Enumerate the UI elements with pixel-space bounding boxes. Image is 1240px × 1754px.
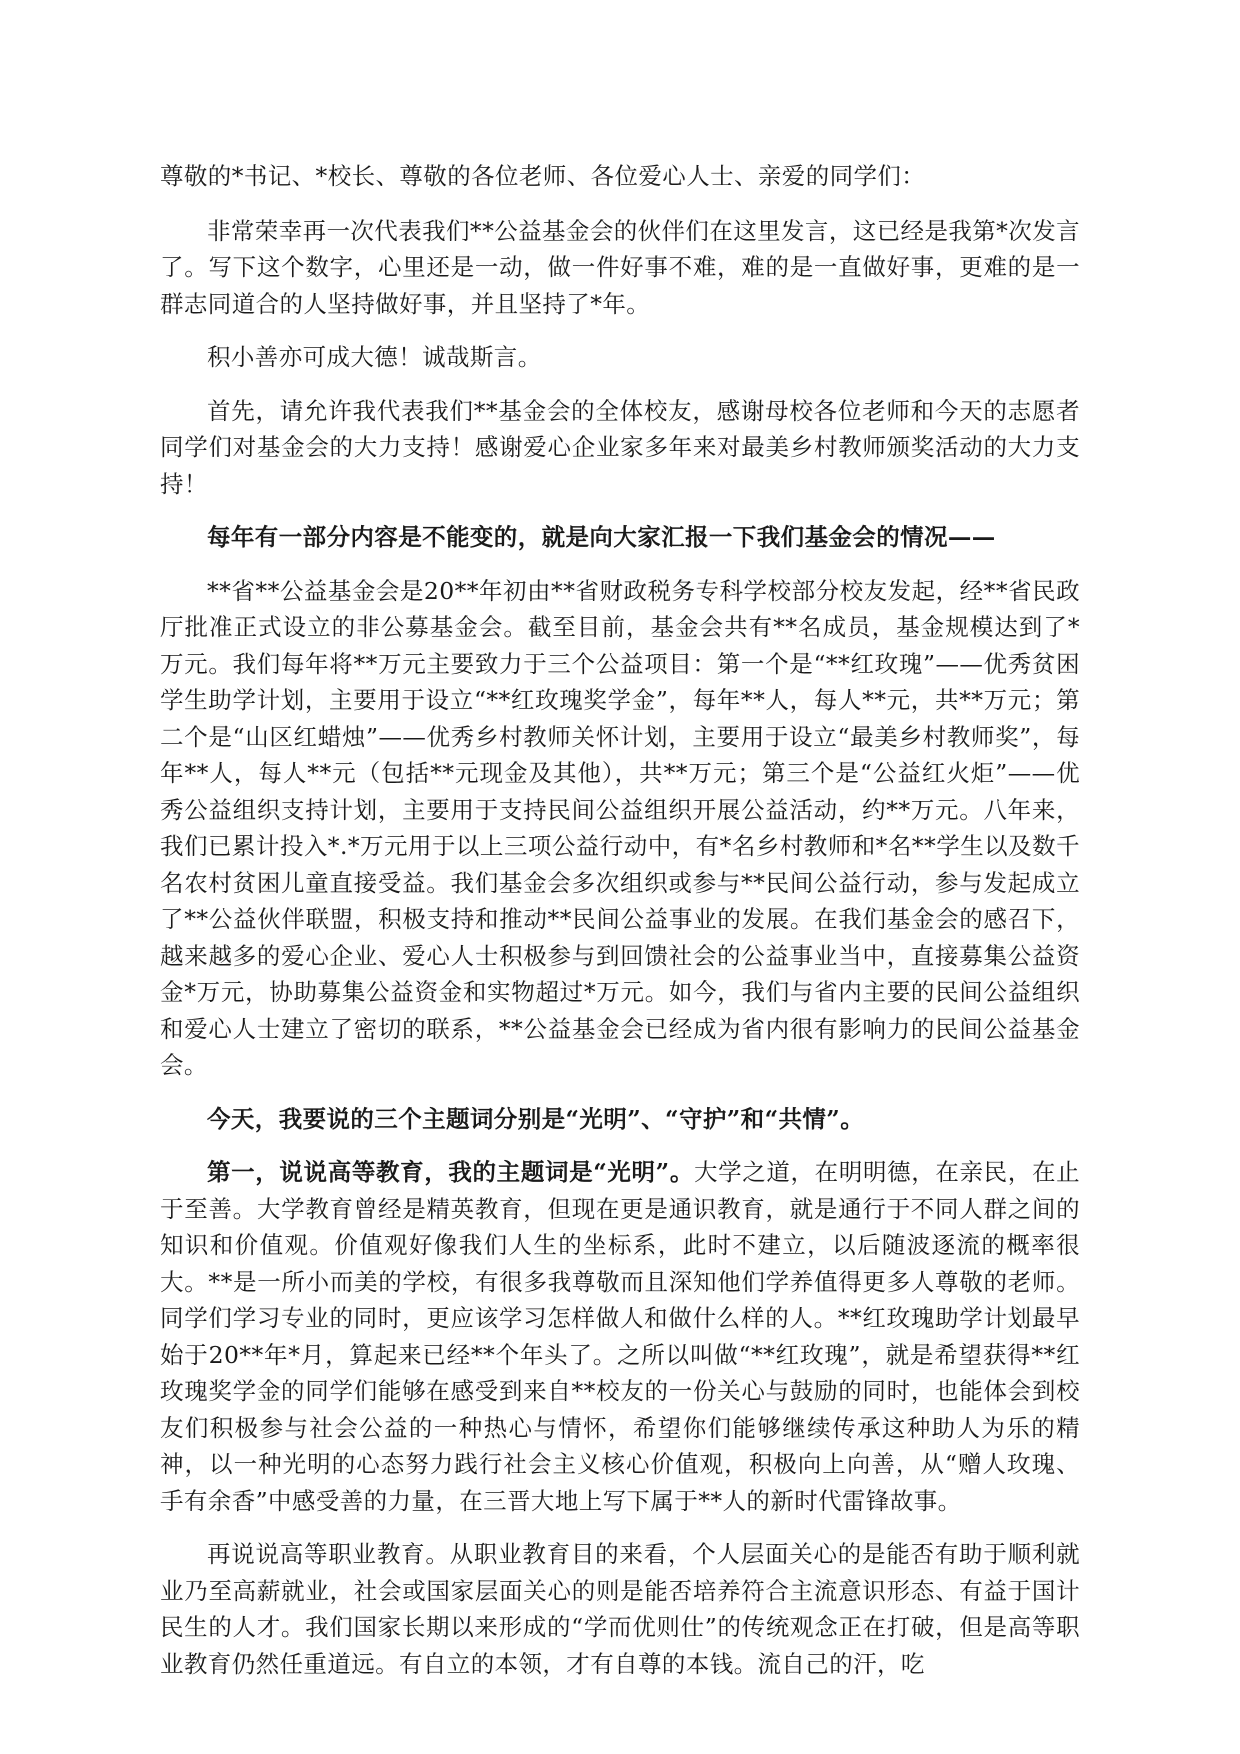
section-heading-report: 每年有一部分内容是不能变的，就是向大家汇报一下我们基金会的情况——: [207, 523, 996, 551]
paragraph-foundation-report: **省**公益基金会是20**年初由**省财政税务专科学校部分校友发起，经**省民政厅批准正式设立的非公募基金会。截至目前，基金会共有**名成员，基金规模达到了*万元。我们每年将**万元主要致力于三个公益项目：第一个是“**红玫瑰”——优秀贫困学生助学计划，主要用于设立“**红玫瑰奖学金”，每年**人，每人**元，共**万元；第二个是“山区红蜡烛”——优秀乡村教师关怀计划，主要用于设立“最美乡村教师奖”，每年**人，每人**元（包括**元现金及其他），共**万元；第三个是“公益红火炬”——优秀公益组织支持计划，主要用于支持民间公益组织开展公益活动，约**万元。八年来，我们已累计投入*.*万元用于以上三项公益行动中，有*名乡村教师和*名**学生以及数千名农村贫困儿童直接受益。我们基金会多次组织或参与**民间公益行动，参与发起成立了**公益伙伴联盟，积极支持和推动**民间公益事业的发展。在我们基金会的感召下，越来越多的爱心企业、爱心人士积极参与到回馈社会的公益事业当中，直接募集公益资金*万元，协助募集公益资金和实物超过*万元。如今，我们与省内主要的民间公益组织和爱心人士建立了密切的联系，**公益基金会已经成为省内很有影响力的民间公益基金会。: [160, 576, 1080, 1079]
section-heading-themes: 今天，我要说的三个主题词分别是“光明”、“守护”和“共情”。: [207, 1104, 865, 1133]
salutation: 尊敬的*书记、*校长、尊敬的各位老师、各位爱心人士、亲爱的同学们：: [160, 162, 926, 190]
paragraph-higher-education: [160, 1154, 1080, 1519]
paragraph-thanks: 首先，请允许我代表我们**基金会的全体校友，感谢母校各位老师和今天的志愿者同学们对基金会的大力支持！感谢爱心企业家多年来对最美乡村教师颁奖活动的大力支持！: [160, 396, 1080, 498]
paragraph-intro: 非常荣幸再一次代表我们**公益基金会的伙伴们在这里发言，这已经是我第*次发言了。写下这个数字，心里还是一动，做一件好事不难，难的是一直做好事，更难的是一群志同道合的人坚持做好事，并且坚持了*年。: [160, 216, 1080, 318]
paragraph-motto: 积小善亦可成大德！诚哉斯言。: [207, 343, 542, 371]
paragraph-lead-guangming: 第一，说说高等教育，我的主题词是“光明”。: [207, 1158, 694, 1186]
paragraph-vocational-education: 再说说高等职业教育。从职业教育目的来看，个人层面关心的是能否有助于顺利就业乃至高薪就业，社会或国家层面关心的则是能否培养符合主流意识形态、有益于国计民生的人才。我们国家长期以来形成的“学而优则仕”的传统观念正在打破，但是高等职业教育仍然任重道远。有自立的本领，才有自尊的本钱。流自己的汗，吃: [160, 1540, 1080, 1678]
speech-body: [160, 158, 1080, 1699]
paragraph-higher-education-text: 大学之道，在明明德，在亲民，在止于至善。大学教育曾经是精英教育，但现在更是通识教育，就是通行于不同人群之间的知识和价值观。价值观好像我们人生的坐标系，此时不建立，以后随波逐流的概率很大。**是一所小而美的学校，有很多我尊敬而且深知他们学养值得更多人尊敬的老师。同学们学习专业的同时，更应该学习怎样做人和做什么样的人。**红玫瑰助学计划最早始于20**年*月，算起来已经**个年头了。之所以叫做“**红玫瑰”，就是希望获得**红玫瑰奖学金的同学们能够在感受到来自**校友的一份关心与鼓励的同时，也能体会到校友们积极参与社会公益的一种热心与情怀，希望你们能够继续传承这种助人为乐的精神，以一种光明的心态努力践行社会主义核心价值观，积极向上向善，从“赠人玫瑰、手有余香”中感受善的力量，在三晋大地上写下属于**人的新时代雷锋故事。: [160, 1158, 1080, 1515]
